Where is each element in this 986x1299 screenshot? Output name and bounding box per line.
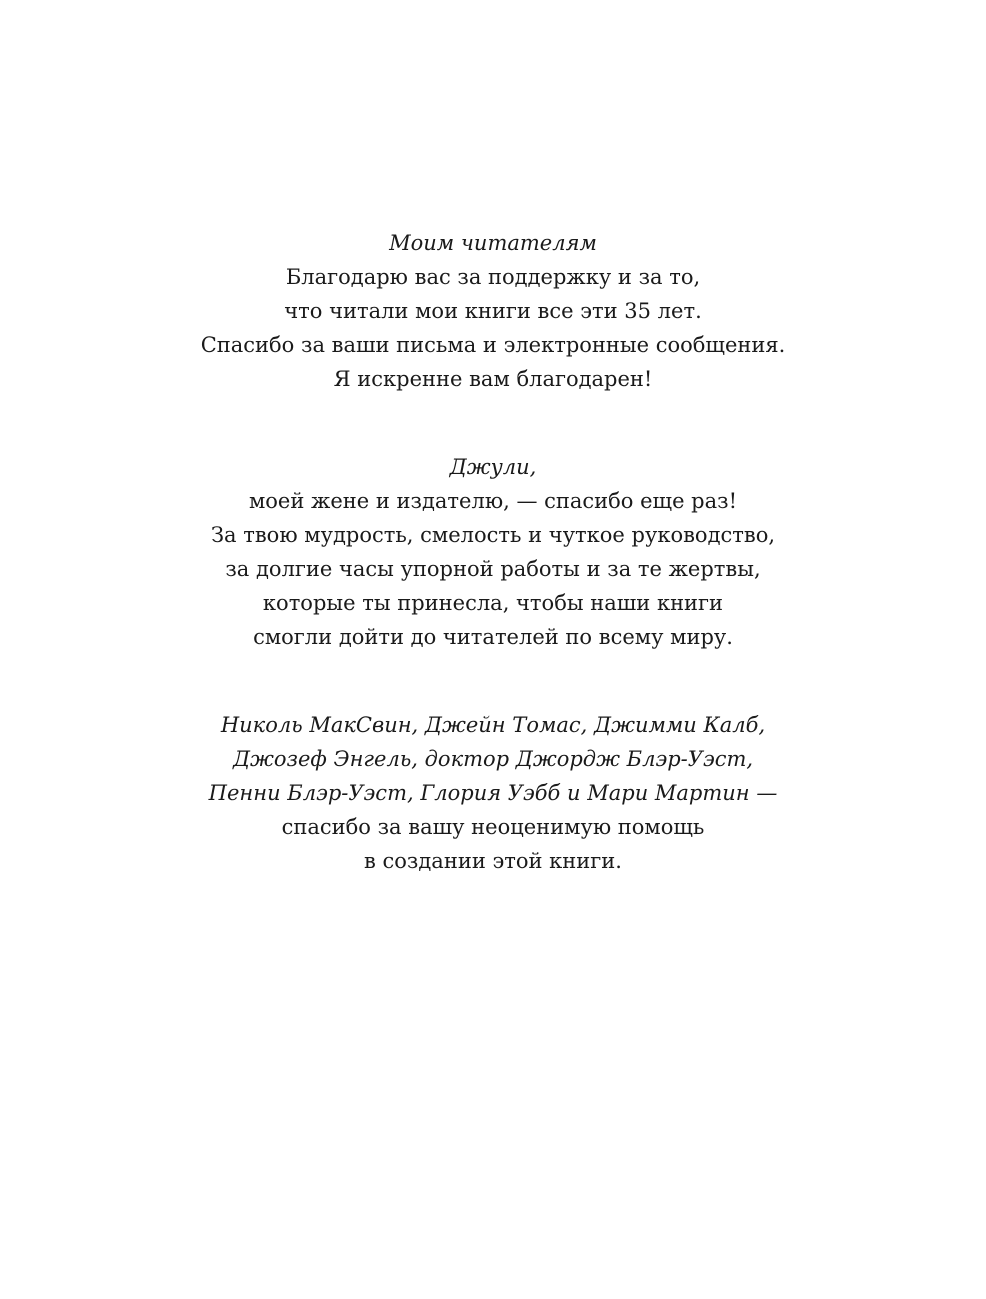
dedication-line: за долгие часы упорной работы и за те жертвы,	[225, 557, 761, 581]
dedication-line: Я искренне вам благодарен!	[333, 367, 653, 391]
helpers-names-line: Джозеф Энгель, доктор Джордж Блэр-Уэст,	[232, 747, 754, 771]
dedication-line: смогли дойти до читателей по всему миру.	[253, 625, 733, 649]
helpers-names-line: Пенни Блэр-Уэст, Глория Уэбб и Мари Мартин —	[208, 781, 778, 805]
dedication-readers	[0, 226, 986, 396]
dedication-line: Спасибо за ваши письма и электронные сообщения.	[200, 333, 786, 357]
dedication-line: Благодарю вас за поддержку и за то,	[285, 265, 701, 289]
dedication-helpers	[0, 708, 986, 878]
dedication-line: спасибо за вашу неоценимую помощь	[281, 815, 705, 839]
dedication-line: которые ты принесла, чтобы наши книги	[262, 591, 724, 615]
dedication-line: За твою мудрость, смелость и чуткое руководство,	[210, 523, 776, 547]
helpers-names-line: Николь МакСвин, Джейн Томас, Джимми Калб,	[220, 713, 766, 737]
dedication-heading: Моим читателям	[389, 231, 597, 255]
dedication-heading: Джули,	[449, 455, 537, 479]
dedication-julie	[0, 450, 986, 654]
dedication-line: что читали мои книги все эти 35 лет.	[284, 299, 702, 323]
dedication-line: в создании этой книги.	[364, 849, 622, 873]
dedication-line: моей жене и издателю, — спасибо еще раз!	[248, 489, 738, 513]
